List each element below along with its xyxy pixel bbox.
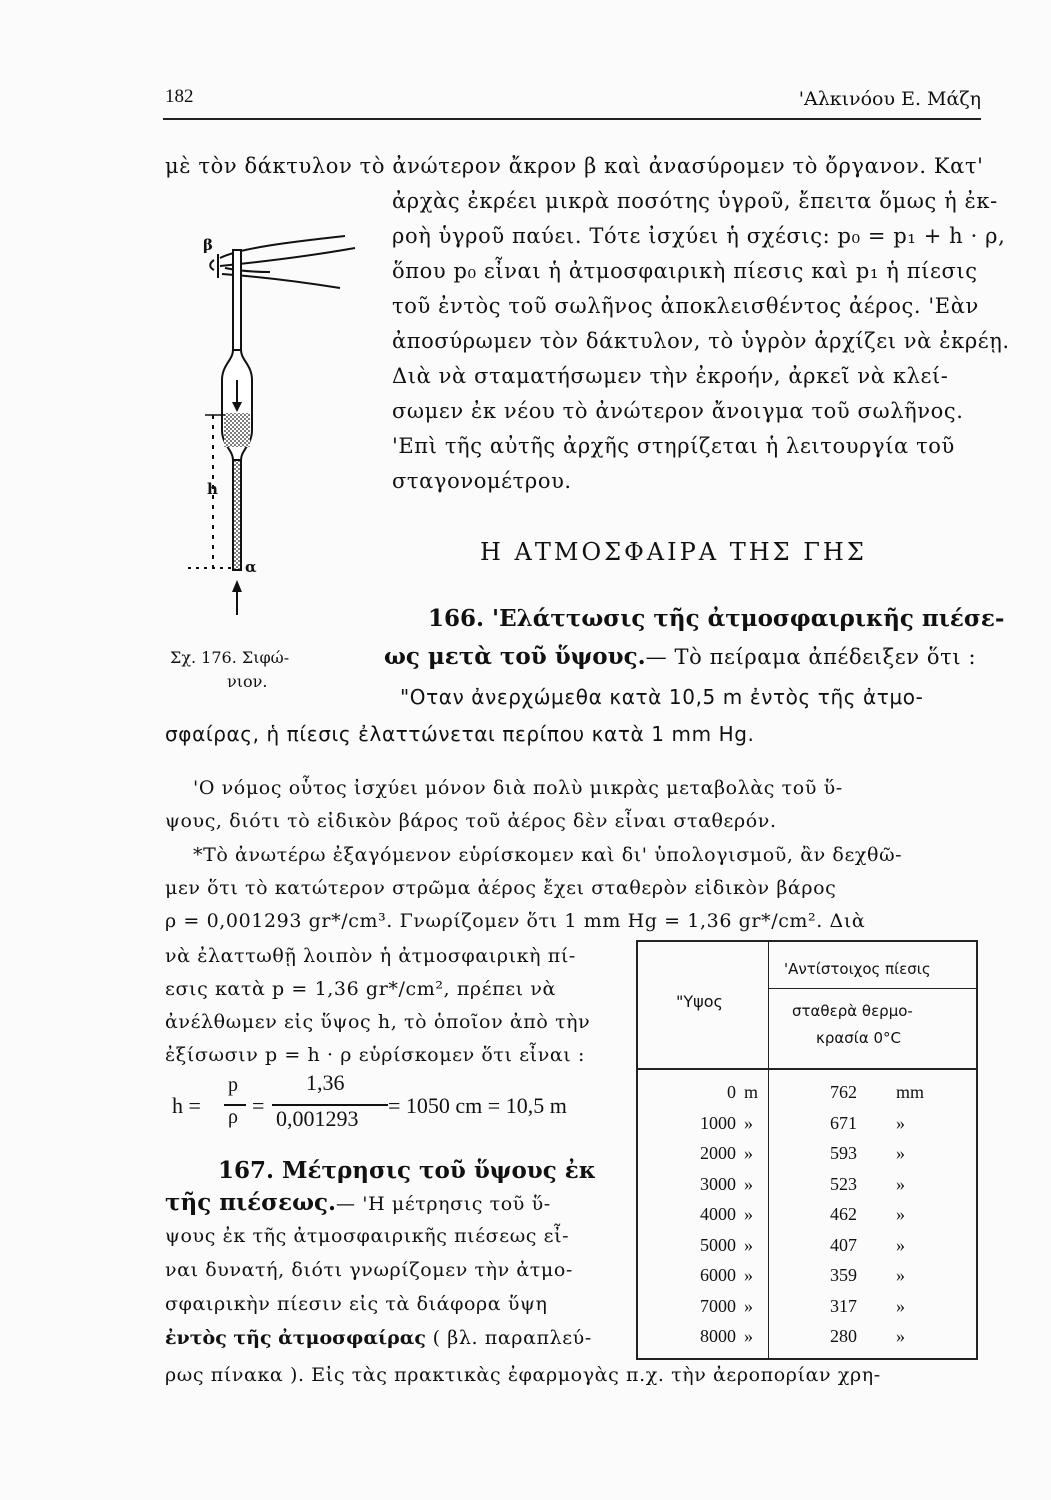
cell-pressure-unit: »	[896, 1113, 905, 1133]
formula-frac2-num: 1,36	[306, 1070, 345, 1095]
cell-pressure-unit: »	[896, 1174, 905, 1194]
cell-pressure: 280	[830, 1326, 857, 1346]
cell-height-unit: »	[744, 1326, 753, 1346]
cell-height-unit: »	[744, 1143, 753, 1163]
page-number: 182	[165, 86, 194, 107]
text-line: Διὰ νὰ σταματήσωμεν τὴν ἐκροήν, ἀρκεῖ νὰ κλεί-	[392, 364, 949, 388]
cell-pressure: 762	[830, 1082, 857, 1102]
cell-pressure: 593	[830, 1143, 857, 1163]
cell-height: 5000	[700, 1235, 736, 1255]
text-line: μὲ τὸν δάκτυλον τὸ ἀνώτερον ἄκρον β καὶ ἀνασύρομεν τὸ ὄργανον. Κατ'	[165, 154, 984, 178]
law-statement: "Οταν ἀνερχώμεθα κατὰ 10,5 m ἐντὸς τῆς ἀτμο-	[400, 685, 924, 709]
section-166-lead-in: — Τὸ πείραμα ἀπέδειξεν ὅτι :	[645, 645, 977, 669]
table-header-temp-line2: κρασία 0°C	[816, 1029, 902, 1047]
section-166-heading: 166. 'Ελάττωσις τῆς ἀτμοσφαιρικῆς πιέσε-	[428, 605, 1005, 632]
text-line: *Τὸ ἀνωτέρω ἐξαγόμενον εὑρίσκομεν καὶ δι' ὑπολογισμοῦ, ἂν δεχθῶ-	[193, 844, 903, 866]
text-line: ἐξίσωσιν p = h · ρ εὑρίσκομεν ὅτι εἶναι :	[165, 1044, 585, 1066]
section-167-heading-cont: τῆς πιέσεως.	[165, 1189, 337, 1216]
text-line: ρως πίνακα ). Εἰς τὰς πρακτικὰς ἐφαρμογὰς π.χ. τὴν ἀεροπορίαν χρη-	[165, 1364, 881, 1386]
cell-pressure-unit: »	[896, 1235, 905, 1255]
section-title: Η ΑΤΜΟΣΦΑΙΡΑ ΤΗΣ ΓΗΣ	[480, 538, 867, 566]
text-line: τοῦ ἐντὸς τοῦ σωλῆνος ἀποκλεισθέντος ἀέρος. 'Εὰν	[392, 294, 979, 318]
text-line: σφαιρικὴν πίεσιν εἰς τὰ διάφορα ὕψη	[165, 1293, 548, 1315]
text-line: ναι δυνατή, διότι γνωρίζομεν τὴν ἀτμο-	[165, 1259, 573, 1281]
cell-height: 1000	[700, 1113, 736, 1133]
cell-height-unit: »	[744, 1265, 753, 1285]
text-line: ἀνέλθωμεν εἰς ὕψος h, τὸ ὁποῖον ἀπὸ τὴν	[165, 1011, 591, 1033]
cell-pressure: 407	[830, 1235, 857, 1255]
figure-label-beta: β	[203, 236, 213, 254]
text-line-mixed	[165, 1327, 592, 1349]
cell-pressure-unit: mm	[896, 1082, 925, 1102]
cell-height-unit: m	[744, 1082, 759, 1102]
section-166-heading-cont: ως μετὰ τοῦ ὕψους.	[384, 643, 646, 670]
figure-label-h: h	[207, 480, 218, 498]
formula-eq: =	[252, 1093, 265, 1118]
cell-pressure: 359	[830, 1265, 857, 1285]
text-line: ὅπου p₀ εἶναι ἡ ἀτμοσφαιρικὴ πίεσις καὶ p₁ ἡ πίεσις	[392, 259, 978, 283]
figure-label-alpha: α	[245, 558, 257, 576]
cell-pressure-unit: »	[896, 1296, 905, 1316]
cell-pressure-unit: »	[896, 1326, 905, 1346]
cell-height-unit: »	[744, 1204, 753, 1224]
formula-frac1-den: ρ	[228, 1106, 238, 1128]
header-rule	[163, 118, 981, 120]
figure-caption-cont: νιον.	[227, 672, 268, 691]
cell-height: 8000	[700, 1326, 736, 1346]
text-line: σταγονομέτρου.	[392, 469, 572, 493]
section-167-heading-line2	[165, 1189, 551, 1216]
text-line: ἀποσύρωμεν τὸν δάκτυλον, τὸ ὑγρὸν ἀρχίζει νὰ ἐκρέῃ.	[392, 329, 1010, 353]
cell-pressure-unit: »	[896, 1265, 905, 1285]
text-line: — 'Η μέτρησις τοῦ ὕ-	[336, 1193, 551, 1215]
figure-caption: Σχ. 176. Σιφώ-	[170, 648, 290, 667]
cell-height-unit: »	[744, 1296, 753, 1316]
table-header-temp-line1: σταθερὰ θερμο-	[792, 1002, 913, 1020]
cell-height: 7000	[700, 1296, 736, 1316]
cell-height: 2000	[700, 1143, 736, 1163]
table-border-top	[636, 940, 978, 942]
cell-pressure: 317	[830, 1296, 857, 1316]
table-col-divider	[768, 940, 769, 1360]
cell-height-unit: »	[744, 1235, 753, 1255]
cell-pressure: 671	[830, 1113, 857, 1133]
section-167-heading: 167. Μέτρησις τοῦ ὕψους ἐκ	[218, 1157, 596, 1184]
running-title: 'Αλκινόου Ε. Μάζη	[798, 88, 981, 110]
text-line: ψους ἐκ τῆς ἀτμοσφαιρικῆς πιέσεως εἶ-	[165, 1225, 570, 1247]
formula-frac2-den: 0,001293	[276, 1106, 359, 1131]
formula-frac1-num: p	[228, 1074, 238, 1096]
cell-pressure-unit: »	[896, 1204, 905, 1224]
cell-height: 6000	[700, 1265, 736, 1285]
table-header-height: "Υψος	[676, 992, 723, 1011]
text-line: ἀρχὰς ἐκρέει μικρὰ ποσότης ὑγροῦ, ἔπειτα ὅμως ἡ ἐκ-	[392, 189, 998, 213]
text-line: 'Ο νόμος οὗτος ἰσχύει μόνον διὰ πολὺ μικρὰς μεταβολὰς τοῦ ὕ-	[193, 777, 843, 799]
text-line: ροὴ ὑγροῦ παύει. Τότε ἰσχύει ἡ σχέσις: p₀ = p₁ + h · ρ,	[392, 224, 1006, 248]
table-header-subdivider	[769, 988, 976, 989]
cell-height: 3000	[700, 1174, 736, 1194]
text-line: ρ = 0,001293 gr*/cm³. Γνωρίζομεν ὅτι 1 mm Hg = 1,36 gr*/cm². Διὰ	[165, 910, 866, 932]
cell-height-unit: »	[744, 1174, 753, 1194]
law-statement-cont: σφαίρας, ἡ πίεσις ἐλαττώνεται περίπου κατὰ 1 mm Hg.	[165, 722, 755, 746]
text-line: εσις κατὰ p = 1,36 gr*/cm², πρέπει νὰ	[165, 978, 556, 1000]
bold-phrase: ἐντὸς τῆς ἀτμοσφαίρας	[165, 1327, 426, 1349]
cell-height: 0	[727, 1082, 736, 1102]
text-fragment: ( βλ. παραπλεύ-	[425, 1327, 592, 1349]
cell-pressure: 462	[830, 1204, 857, 1224]
cell-height-unit: »	[744, 1113, 753, 1133]
section-166-heading-line2	[384, 643, 976, 670]
table-header-pressure: 'Αντίστοιχος πίεσις	[784, 960, 931, 978]
table-border-left	[636, 940, 638, 1360]
cell-pressure: 523	[830, 1174, 857, 1194]
cell-pressure-unit: »	[896, 1143, 905, 1163]
siphon-figure	[180, 230, 360, 620]
text-line: σωμεν ἐκ νέου τὸ ἀνώτερον ἄνοιγμα τοῦ σωλῆνος.	[392, 399, 964, 423]
altitude-pressure-table	[636, 940, 978, 1360]
text-line: ψους, διότι τὸ εἰδικὸν βάρος τοῦ ἀέρος δὲν εἶναι σταθερόν.	[165, 810, 777, 832]
formula-result: = 1050 cm = 10,5 m	[388, 1093, 567, 1118]
cell-height: 4000	[700, 1204, 736, 1224]
table-border-right	[976, 940, 978, 1360]
text-line: 'Επὶ τῆς αὐτῆς ἀρχῆς στηρίζεται ἡ λειτουργία τοῦ	[392, 434, 955, 458]
text-line: μεν ὅτι τὸ κατώτερον στρῶμα ἀέρος ἔχει σταθερὸν εἰδικὸν βάρος	[165, 877, 837, 899]
formula-lhs: h =	[172, 1093, 201, 1118]
table-header-rule	[636, 1068, 978, 1070]
table-border-bottom	[636, 1358, 978, 1360]
text-line: νὰ ἐλαττωθῇ λοιπὸν ἡ ἀτμοσφαιρικὴ πί-	[165, 945, 576, 967]
